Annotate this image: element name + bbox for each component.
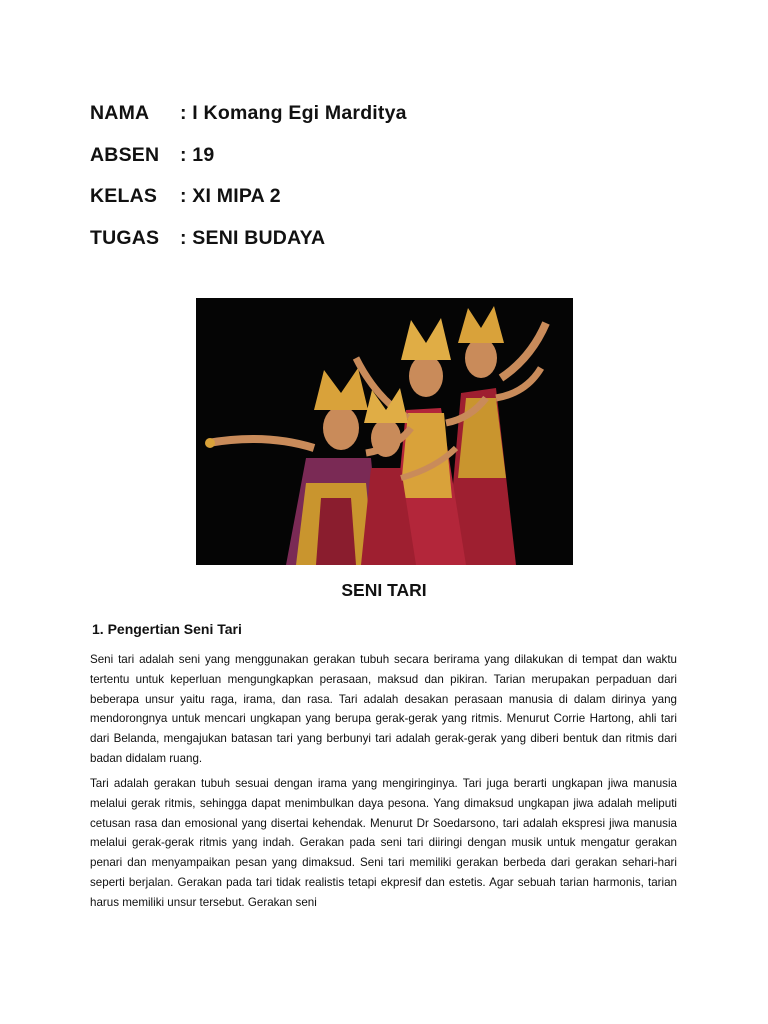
info-row-absen xyxy=(90,135,407,177)
student-info xyxy=(90,93,407,259)
info-value: : 19 xyxy=(180,143,215,166)
paragraph: Tari adalah gerakan tubuh sesuai dengan irama yang mengiringinya. Tari juga berarti ungkapan jiwa manusia melalui gerak ritmis, sehingga dapat menimbulkan daya pesona. Yang dimaksud ungkapan jiwa adalah meliputi cetusan rasa dan emosional yang disertai kehendak. Menurut Dr Soedarsono, tari adalah ekspresi jiwa manusia melalui gerak-gerak ritmis yang indah. Gerakan pada seni tari diiringi dengan musik untuk mengatur gerakan penari dan menyampaikan pesan yang dimaksud. Seni tari memiliki gerakan berbeda dari gerakan sehari-hari seperti berjalan. Gerakan pada tari tidak realistis tetapi ekpresif dan estetis. Agar sebuah tarian harmonis, tarian harus memiliki unsur tersebut. Gerakan seni xyxy=(90,777,677,909)
info-label: TUGAS xyxy=(90,226,160,249)
info-value: : I Komang Egi Marditya xyxy=(180,102,407,125)
info-row-nama xyxy=(90,93,407,135)
info-value: : XI MIPA 2 xyxy=(180,185,281,208)
section-heading: 1. Pengertian Seni Tari xyxy=(92,621,242,637)
info-value: : SENI BUDAYA xyxy=(180,226,326,249)
info-row-kelas xyxy=(90,176,407,218)
info-row-tugas xyxy=(90,218,407,260)
paragraph: Seni tari adalah seni yang menggunakan gerakan tubuh secara berirama yang dilakukan di tempat dan waktu tertentu untuk keperluan mengungkapkan perasaan, maksud dan pikiran. Tarian merupakan perpaduan dari beberapa unsur yaitu raga, irama, dan rasa. Tari adalah desakan perasaan manusia di dalam dirinya yang mendorongnya untuk mencari ungkapan yang berupa gerak-gerak yang ritmis. Menurut Corrie Hartong, ahli tari dari Belanda, mengajukan batasan tari yang berbunyi tari adalah gerak-gerak yang diberi bentuk dan ritmis dari badan didalam ruang. xyxy=(90,653,677,765)
page-title: SENI TARI xyxy=(341,580,427,600)
info-label: NAMA xyxy=(90,102,150,125)
dancers-illustration xyxy=(196,298,573,565)
info-label: ABSEN xyxy=(90,143,160,166)
info-label: KELAS xyxy=(90,185,158,208)
balinese-dancers-photo xyxy=(196,298,573,565)
